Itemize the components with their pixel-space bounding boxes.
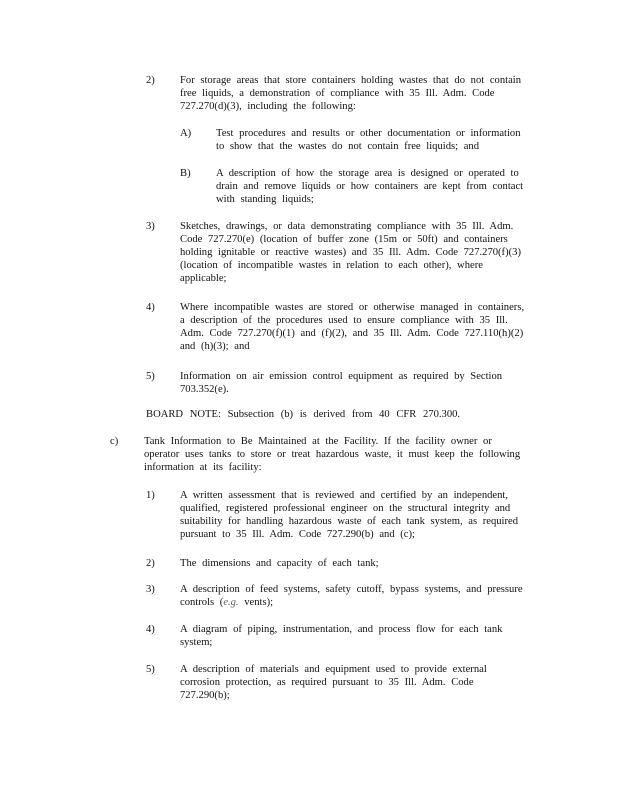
item-number: 3) — [146, 221, 155, 232]
item-number: c) — [110, 436, 119, 447]
item-text: For storage areas that store containers holding wastes that do not contain free liquids, a demonstration of compliance with 35 Ill. Adm. Code 727.270(d)(3), including the following: — [180, 75, 522, 112]
item-text: A diagram of piping, instrumentation, and process flow for each tank system; — [180, 624, 503, 648]
item-text-part: A description of feed systems, safety cutoff, bypass systems, and pressure controls ( — [180, 584, 523, 608]
item-text — [180, 584, 528, 610]
item-text: A description of materials and equipment used to provide external corrosion protection, as required pursuant to 35 Ill. Adm. Code 727.290(b); — [180, 664, 487, 701]
board-note: BOARD NOTE: Subsection (b) is derived from 40 CFR 270.300. — [146, 409, 461, 420]
item-text-part: vents); — [238, 596, 274, 608]
item-number: 2) — [146, 558, 155, 569]
item-number: 4) — [146, 624, 155, 635]
item-text: Sketches, drawings, or data demonstrating compliance with 35 Ill. Adm. Code 727.270(e) (location of buffer zone (15m or 50ft) and containers holding ignitable or reactive wastes) and 35 Ill. Adm. Code 727.270(f)(3) (location of incompatible wastes in relation to each other), where applicable; — [180, 221, 521, 284]
item-text: Tank Information to Be Maintained at the Facility. If the facility owner or operator uses tanks to store or treat hazardous waste, it must keep the following information at its facility: — [144, 436, 521, 473]
item-number: 4) — [146, 302, 155, 313]
item-number: 3) — [146, 584, 155, 595]
item-text: The dimensions and capacity of each tank; — [180, 558, 379, 569]
item-text: A description of how the storage area is designed or operated to drain and remove liquids or how containers are kept from contact with standing liquids; — [216, 168, 524, 205]
item-number: A) — [180, 128, 192, 139]
item-text: Information on air emission control equipment as required by Section 703.352(e). — [180, 371, 503, 395]
item-number: 5) — [146, 664, 155, 675]
item-number: B) — [180, 168, 191, 179]
eg-abbreviation: e.g. — [223, 596, 239, 608]
item-number: 5) — [146, 371, 155, 382]
item-text: Where incompatible wastes are stored or otherwise managed in containers, a description of the procedures used to ensure compliance with 35 Ill. Adm. Code 727.270(f)(1) and (f)(2), and 35 Ill. Adm. Code 727.110(h)(2) and (h)(3); and — [180, 302, 525, 352]
item-text: Test procedures and results or other documentation or information to show that the wastes do not contain free liquids; and — [216, 128, 521, 152]
item-text: A written assessment that is reviewed and certified by an independent, qualified, registered professional engineer on the structural integrity and suitability for handling hazardous waste of each tank system, as required pursuant to 35 Ill. Adm. Code 727.290(b) and (c); — [180, 490, 519, 540]
item-number: 1) — [146, 490, 155, 501]
item-number: 2) — [146, 75, 155, 86]
